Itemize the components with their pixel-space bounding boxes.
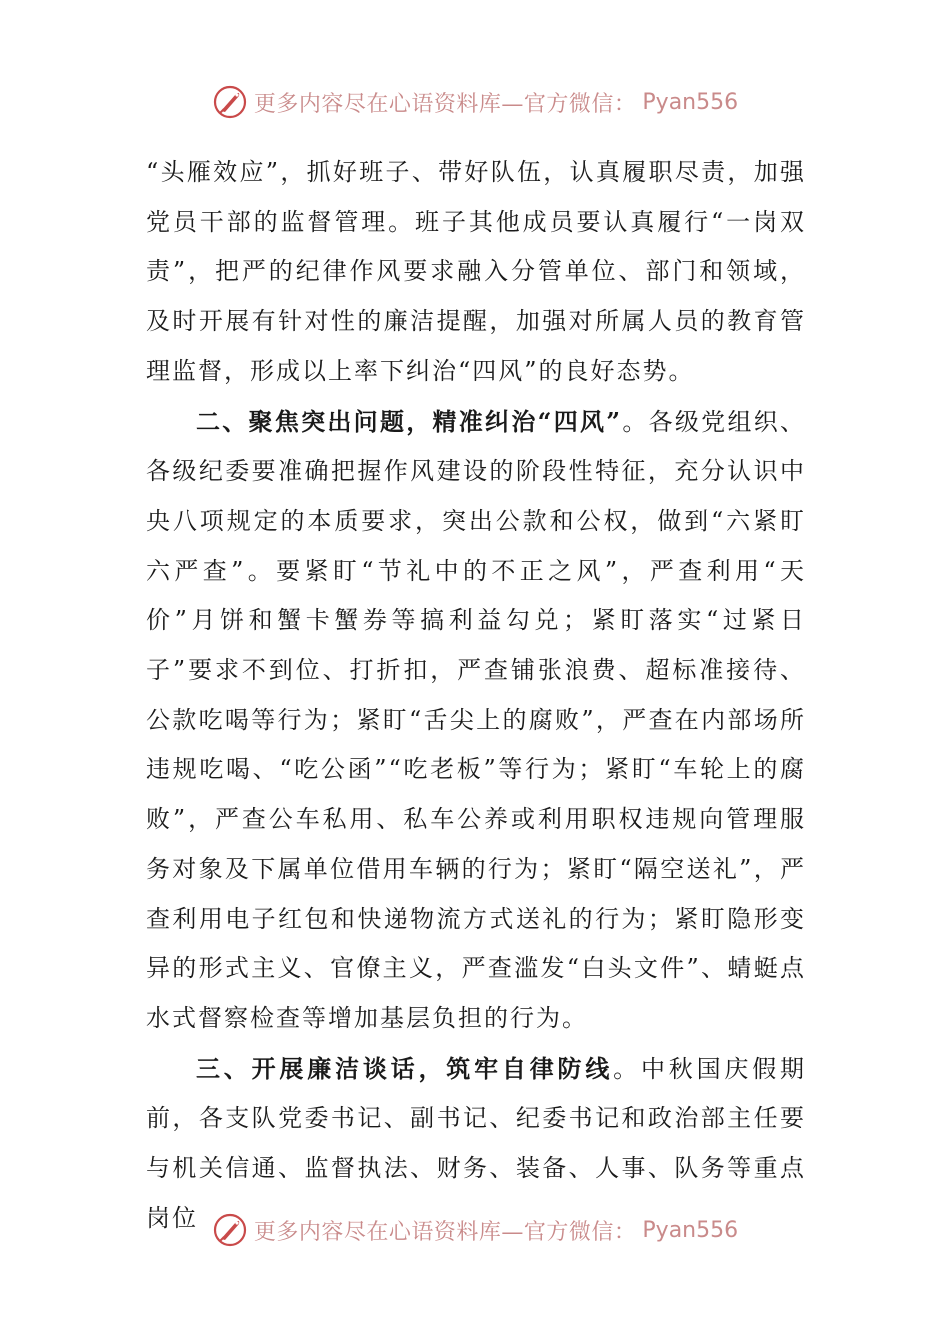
quill-pen-icon: [212, 1212, 248, 1248]
section-2-heading: 二、聚焦突出问题，精准纠治“四风”: [196, 406, 623, 436]
section-3-heading: 三、开展廉洁谈话，筑牢自律防线: [196, 1053, 614, 1083]
paragraph-3-text: 。中秋国庆假期前，各支队党委书记、副书记、纪委书记和政治部主任要与机关信通、监督执法、财务、装备、人事、队务等重点岗位: [146, 1054, 807, 1232]
paragraph-2-text: 。各级党组织、各级纪委要准确把握作风建设的阶段性特征，充分认识中央八项规定的本质要求，突出公款和公权，做到“六紧盯六严查”。要紧盯“节礼中的不正之风”，严查利用“天价”月饼和蟹卡蟹券等搞利益勾兑；紧盯落实“过紧日子”要求不到位、打折扣，严查铺张浪费、超标准接待、公款吃喝等行为；紧盯“舌尖上的腐败”，严查在内部场所违规吃喝、“吃公函”“吃老板”等行为；紧盯“车轮上的腐败”，严查公车私用、私车公养或利用职权违规向管理服务对象及下属单位借用车辆的行为；紧盯“隔空送礼”，严查利用电子红包和快递物流方式送礼的行为；紧盯隐形变异的形式主义、官僚主义，严查滥发“白头文件”、蜻蜓点水式督察检查等增加基层负担的行为。: [146, 407, 807, 1032]
watermark-code: Pyan556: [642, 1217, 739, 1243]
paragraph-1-text: “头雁效应”，抓好班子、带好队伍，认真履职尽责，加强党员干部的监督管理。班子其他成员要认真履行“一岗双责”，把严的纪律作风要求融入分管单位、部门和领域，及时开展有针对性的廉洁提醒，加强对所属人员的教育管理监督，形成以上率下纠治“四风”的良好态势。: [146, 158, 806, 385]
paragraph-2: [146, 397, 806, 1044]
quill-pen-icon: [212, 84, 248, 120]
watermark-code: Pyan556: [642, 89, 739, 115]
document-body: [146, 148, 806, 1243]
watermark-text: 更多内容尽在心语资料库—官方微信：: [253, 1219, 637, 1245]
watermark-text: 更多内容尽在心语资料库—官方微信：: [253, 91, 637, 117]
paragraph-1: [146, 148, 806, 397]
header-watermark: [0, 82, 950, 122]
footer-watermark: [0, 1210, 950, 1250]
